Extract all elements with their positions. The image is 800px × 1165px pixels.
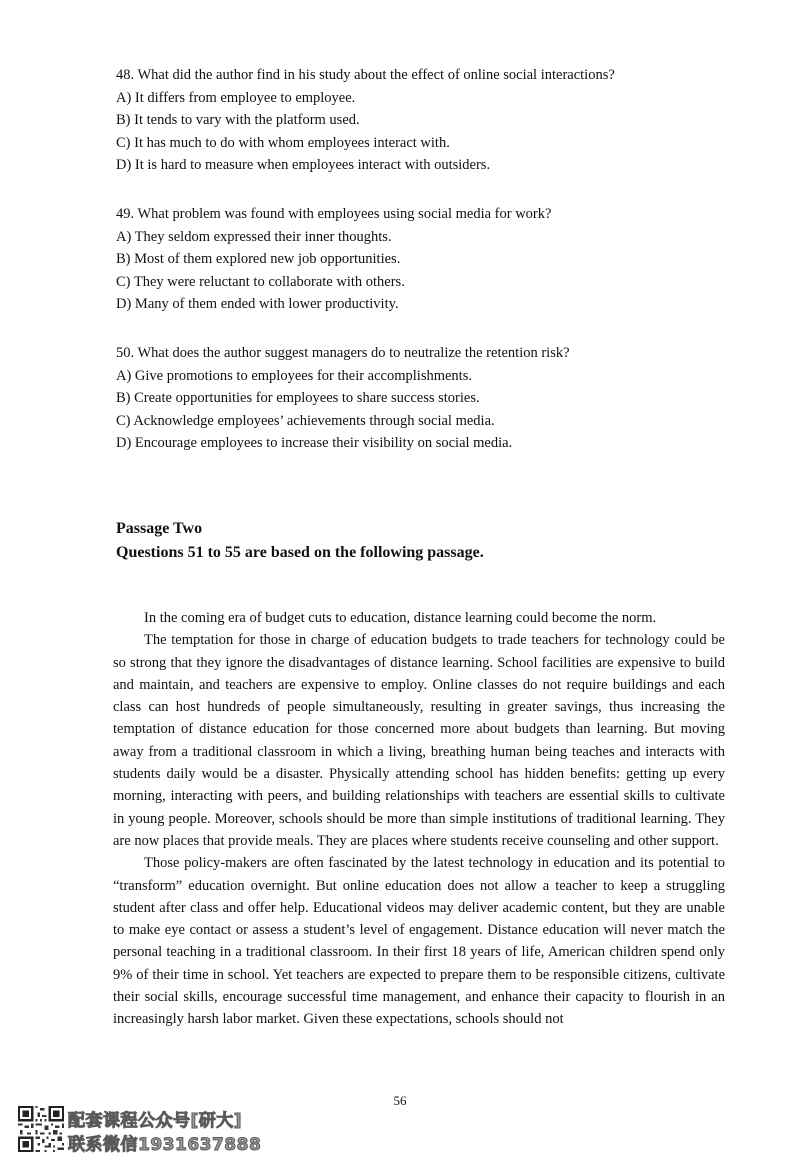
option-c: C) They were reluctant to collaborate with others. [116,273,405,290]
option-b: B) Most of them explored new job opportunities. [116,251,401,267]
option-a: A) Give promotions to employees for their accomplishments. [116,367,472,384]
page-number: 56 [393,1093,407,1108]
passage-subtitle: Questions 51 to 55 are based on the following passage. [116,544,484,561]
watermark [18,1106,318,1156]
passage-title: Passage Two [116,520,203,537]
passage-paragraph: In the coming era of budget cuts to education, distance learning could become the norm. [144,610,657,626]
option-b: B) It tends to vary with the platform used. [116,112,360,128]
passage-paragraph: Those policy-makers are often fascinated by the latest technology in education and its potential to “transform” education overnight. But online education does not allow a teacher to keep a struggling student after class and offer help. Educational videos may deliver academic content, but they are unable to make eye contact or assess a student’s level of engagement. Distance education will never match the personal teaching in a traditional classroom. In their first 18 years of life, American children spend only 9% of their time in school. Yet teachers are expected to prepare them to be responsible citizens, cultivate their social skills, encourage successful time management, and enhance their capacity to flourish in an increasingly harsh labor market. Given these expectations, schools should not [113,855,725,1028]
question-stem: 48. What did the author find in his study about the effect of online social interactions? [116,67,615,83]
question-49 [116,203,736,316]
qr-code-icon [18,1106,64,1152]
option-a: A) They seldom expressed their inner thoughts. [116,228,392,245]
watermark-line-2: 联系微信1931637888 [68,1135,262,1155]
watermark-line-1: 配套课程公众号[研大] [68,1111,243,1131]
option-c: C) Acknowledge employees’ achievements through social media. [116,412,495,429]
option-c: C) It has much to do with whom employees interact with. [116,134,450,151]
passage-paragraph: The temptation for those in charge of education budgets to trade teachers for technology could be so strong that they ignore the disadvantages of distance learning. School facilities are expensive to build and maintain, and teachers are expensive to employ. Online classes do not require buildings and each class can host hundreds of people simultaneously, resulting in greater savings, thus increasing the temptation of distance education for those concerned more about budgets than learning. But moving away from a traditional classroom in which a living, breathing human being teaches and interacts with students daily would be a disaster. Physically attending school has hidden benefits: getting up every morning, interacting with peers, and building relationships with teachers are essential skills to cultivate in young people. Moreover, schools should be more than simple institutions of traditional learning. They are now places that provide meals. They are places where students receive counseling and other support. [113,632,725,849]
option-d: D) It is hard to measure when employees interact with outsiders. [116,157,491,173]
passage-body [113,607,725,1031]
passage-heading [116,517,736,565]
question-50 [116,342,736,455]
question-stem: 50. What does the author suggest managers do to neutralize the retention risk? [116,345,570,361]
option-d: D) Many of them ended with lower productivity. [116,296,399,312]
question-stem: 49. What problem was found with employees using social media for work? [116,206,552,222]
option-d: D) Encourage employees to increase their visibility on social media. [116,435,513,451]
option-b: B) Create opportunities for employees to share success stories. [116,390,480,406]
question-48 [116,64,736,177]
option-a: A) It differs from employee to employee. [116,89,356,106]
